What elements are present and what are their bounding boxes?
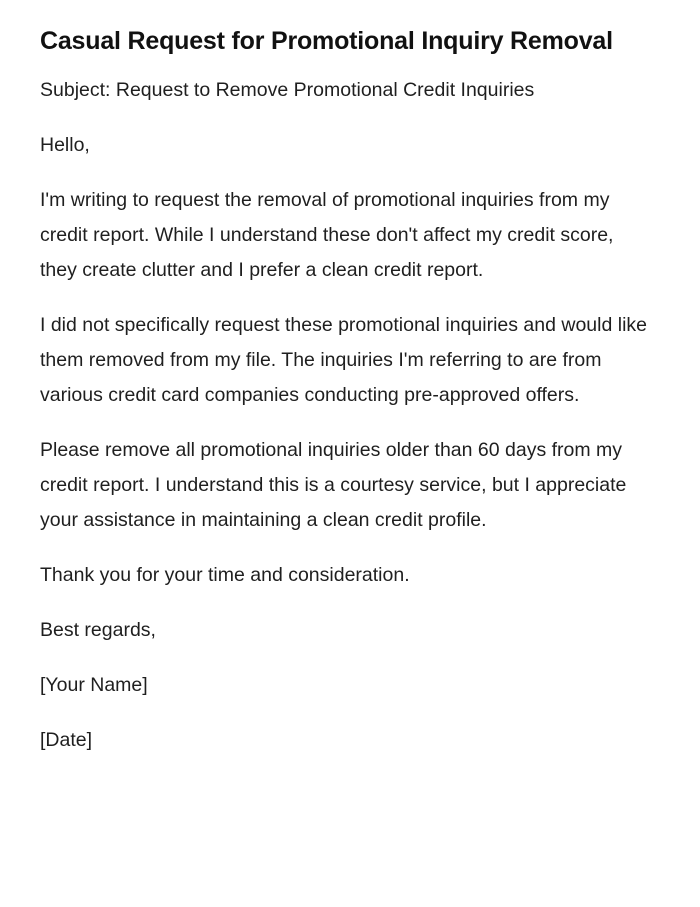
document-title: Casual Request for Promotional Inquiry Removal <box>40 27 613 55</box>
date-placeholder: [Date] <box>40 729 93 751</box>
thanks-line: Thank you for your time and consideration. <box>40 564 410 586</box>
name-placeholder: [Your Name] <box>40 674 148 696</box>
body-paragraph: Please remove all promotional inquiries older than 60 days from my credit report. I understand this is a courtesy service, but I appreciate your assistance in maintaining a clean credit profile. <box>40 439 627 531</box>
greeting: Hello, <box>40 134 90 156</box>
closing-line: Best regards, <box>40 619 156 641</box>
body-paragraph: I'm writing to request the removal of promotional inquiries from my credit report. While I understand these don't affect my credit score, they create clutter and I prefer a clean credit report. <box>40 189 614 281</box>
letter-document <box>40 24 650 778</box>
body-paragraph: I did not specifically request these promotional inquiries and would like them removed from my file. The inquiries I'm referring to are from various credit card companies conducting pre-approved offers. <box>40 314 648 406</box>
subject-line: Subject: Request to Remove Promotional Credit Inquiries <box>40 79 535 101</box>
